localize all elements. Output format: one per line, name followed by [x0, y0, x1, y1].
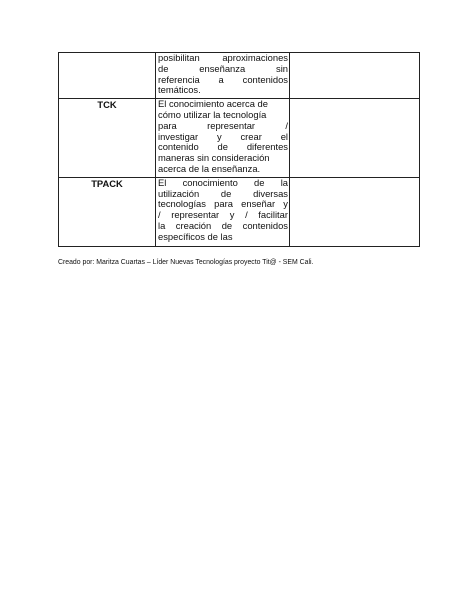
description-line: El conocimiento acerca de: [158, 98, 268, 110]
term-label: TCK: [97, 99, 117, 111]
term-label: TPACK: [91, 177, 123, 189]
description-line: para representar /: [158, 119, 288, 131]
term-label: [59, 53, 155, 54]
description-cell: [156, 53, 290, 99]
description-line: específicos de las: [158, 230, 233, 242]
description-line: de enseñanza sin: [158, 62, 288, 74]
concepts-table: [58, 52, 420, 247]
author-credit: Creado por: Maritza Cuartas – Líder Nuevas Tecnologías proyecto Tit@ - SEM Cali.: [58, 259, 314, 266]
description-line: investigar y crear el: [158, 130, 288, 142]
description-line: / representar y / facilitar: [158, 209, 288, 221]
empty-cell: [290, 99, 420, 178]
description-line: tecnologías para enseñar y: [158, 198, 288, 210]
description-line: El conocimiento de la: [158, 176, 288, 188]
empty-cell: [290, 53, 420, 99]
term-cell: [59, 177, 156, 246]
description-cell: [156, 177, 290, 246]
table-row: [59, 99, 420, 178]
description-cell: [156, 99, 290, 178]
description-line: maneras sin consideración: [158, 152, 270, 164]
description-line: referencia a contenidos: [158, 73, 288, 85]
description-line: la creación de contenidos: [158, 219, 288, 231]
description-line: temáticos.: [158, 84, 201, 96]
description-line: utilización de diversas: [158, 187, 288, 199]
table-row: [59, 53, 420, 99]
empty-cell: [290, 177, 420, 246]
description-line: cómo utilizar la tecnología: [158, 108, 267, 120]
description-line: contenido de diferentes: [158, 141, 288, 153]
term-cell: [59, 53, 156, 99]
table-row: [59, 177, 420, 246]
description-line: acerca de la enseñanza.: [158, 162, 261, 174]
term-cell: [59, 99, 156, 178]
description-line: posibilitan aproximaciones: [158, 52, 288, 63]
